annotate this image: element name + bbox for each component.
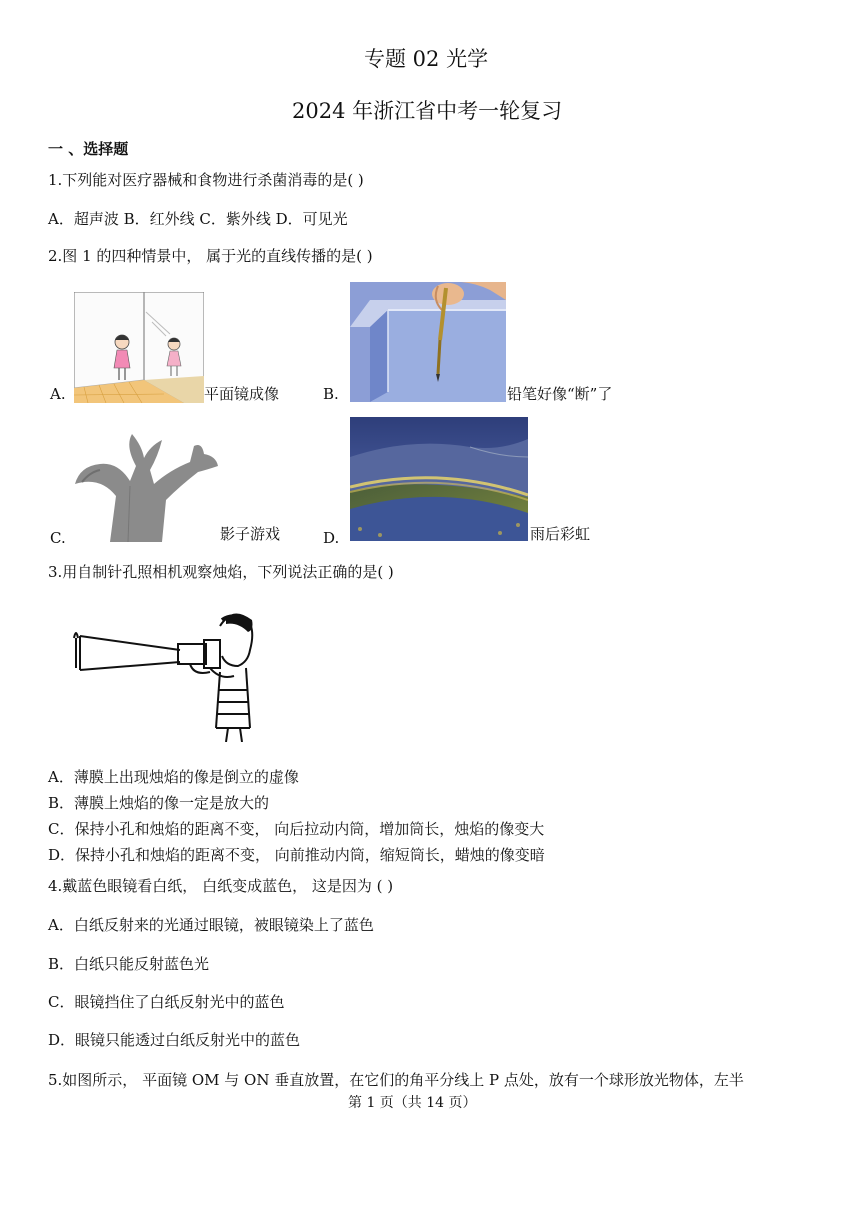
q4-stem: 4.戴蓝色眼镜看白纸， 白纸变成蓝色， 这是因为 ( ) xyxy=(48,877,394,895)
q2-stem: 2.图 1 的四种情景中， 属于光的直线传播的是( ) xyxy=(48,247,373,265)
q2-option-b-caption: 铅笔好像“断”了 xyxy=(507,385,613,403)
q2-option-c-letter: C. xyxy=(50,529,66,547)
q5-stem: 5.如图所示， 平面镜 OM 与 ON 垂直放置，在它们的角平分线上 P 点处，放有一个球形放光物体，左半 xyxy=(48,1071,744,1089)
q2-figure-d-rainbow xyxy=(350,417,528,541)
q1-options: A．超声波 B．红外线 C．紫外线 D．可见光 xyxy=(48,210,348,228)
q2-figure-a-mirror xyxy=(74,292,204,403)
q3-option-b: B．薄膜上烛焰的像一定是放大的 xyxy=(48,794,270,812)
q2-option-d-letter: D. xyxy=(323,529,340,547)
q2-figure-c-shadow xyxy=(70,426,220,542)
q4-option-d: D．眼镜只能透过白纸反射光中的蓝色 xyxy=(48,1031,301,1049)
page-footer: 第 1 页（共 14 页） xyxy=(348,1095,477,1111)
section-heading: 一 、选择题 xyxy=(48,140,129,158)
q4-option-c: C．眼镜挡住了白纸反射光中的蓝色 xyxy=(48,993,285,1011)
q2-option-c-caption: 影子游戏 xyxy=(220,525,281,543)
q2-figure-b-pencil xyxy=(350,282,506,402)
q2-option-d-caption: 雨后彩虹 xyxy=(530,525,591,543)
q4-option-a: A．白纸反射来的光通过眼镜，被眼镜染上了蓝色 xyxy=(48,916,374,934)
document-subtitle: 2024 年浙江省中考一轮复习 xyxy=(292,99,563,123)
q3-stem: 3.用自制针孔照相机观察烛焰，下列说法正确的是( ) xyxy=(48,563,394,581)
q4-option-b: B．白纸只能反射蓝色光 xyxy=(48,955,210,973)
q2-option-b-letter: B. xyxy=(323,385,339,403)
q2-option-a-letter: A. xyxy=(50,385,66,403)
q3-option-c: C．保持小孔和烛焰的距离不变， 向后拉动内筒，增加筒长，烛焰的像变大 xyxy=(48,820,545,838)
q3-figure-pinhole-camera xyxy=(70,610,256,742)
q3-option-a: A．薄膜上出现烛焰的像是倒立的虚像 xyxy=(48,768,299,786)
q2-option-a-caption: 平面镜成像 xyxy=(204,385,280,403)
q1-stem: 1.下列能对医疗器械和食物进行杀菌消毒的是( ) xyxy=(48,171,364,189)
q3-option-d: D．保持小孔和烛焰的距离不变， 向前推动内筒，缩短筒长，蜡烛的像变暗 xyxy=(48,846,545,864)
document-title: 专题 02 光学 xyxy=(364,47,489,71)
